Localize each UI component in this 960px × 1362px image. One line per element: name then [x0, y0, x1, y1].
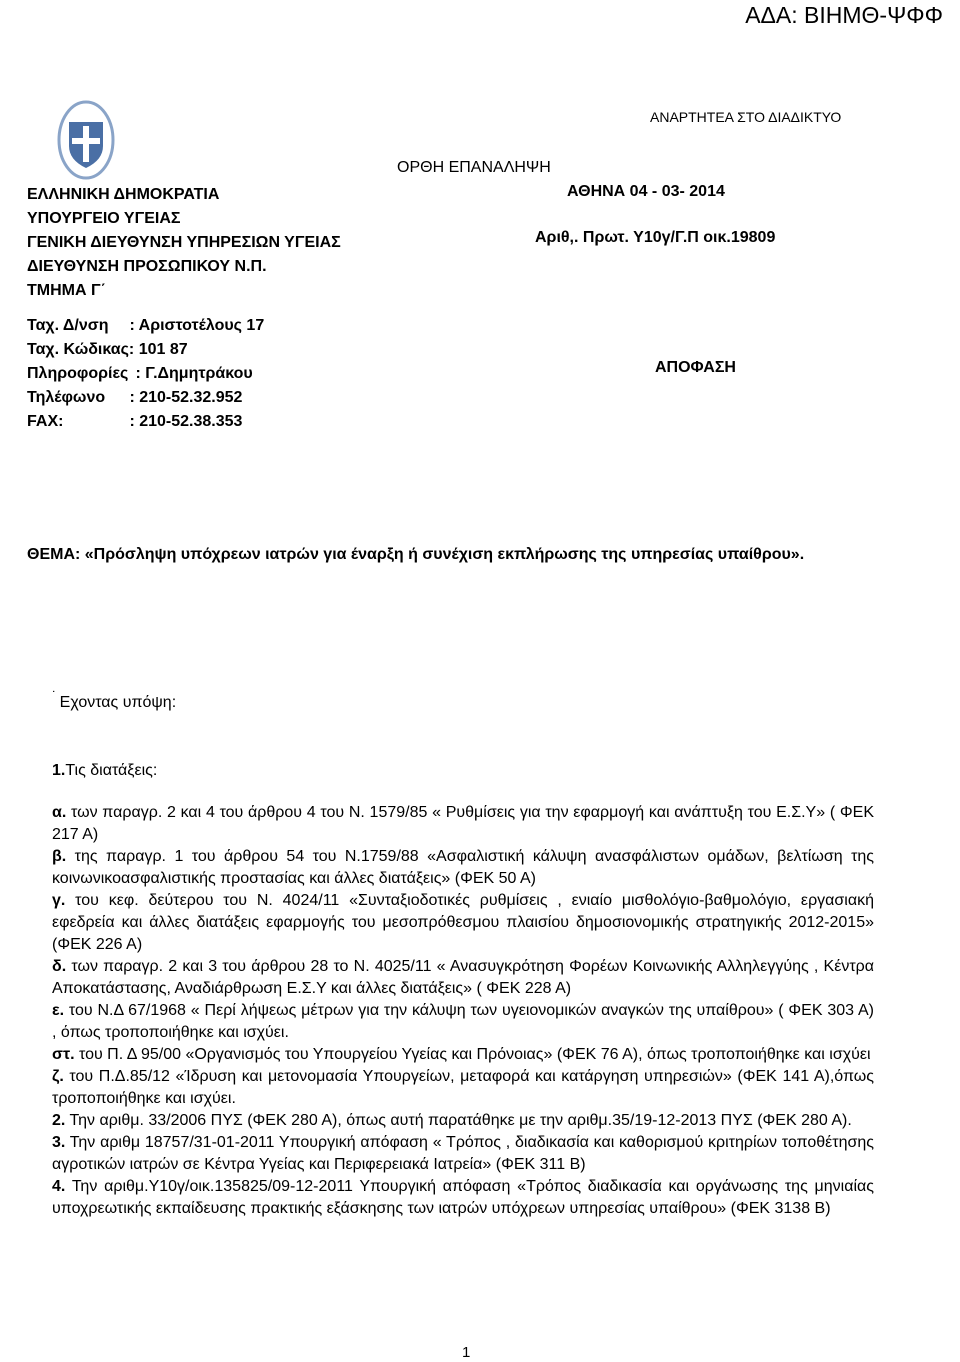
- provisions-text: Τις διατάξεις:: [65, 762, 158, 779]
- item-text: του Π. Δ 95/00 «Οργανισμός του Υπουργείου Υγείας και Πρόνοιας» (ΦΕΚ 76 Α), όπως τροποποιήθηκε και ισχύει: [74, 1046, 871, 1063]
- ada-code: ΑΔΑ: ΒΙΗΜΘ-ΨΦΦ: [745, 2, 943, 28]
- contact-label: Πληροφορίες: [27, 365, 129, 382]
- contact-label: FAX:: [27, 413, 64, 430]
- provision-item: [52, 1000, 874, 1044]
- item-text: των παραγρ. 2 και 4 του άρθρου 4 του Ν. 1579/85 « Ρυθμίσεις για την εφαρμογή και ανάπτυξη του Ε.Σ.Υ» ( ΦΕΚ 217 Α): [52, 804, 874, 843]
- item-label: 3.: [52, 1134, 66, 1151]
- item-text: του Π.Δ.85/12 «Ίδρυση και μετονομασία Υπουργείων, μεταφορά και κατάργηση υπηρεσιών» (ΦΕΚ 141 Α),όπως τροποποιήθηκε και ισχύει.: [52, 1068, 874, 1107]
- header-line: ΤΜΗΜΑ Γ΄: [27, 282, 106, 299]
- item-text: Την αριθμ 18757/31-01-2011 Υπουργική απόφαση « Τρόπος , διαδικασία και καθορισμού κριτηρίων τοποθέτησης αγροτικών ιατρών σε Κέντρα Υγείας και Περιφερειακά Ιατρεία» (ΦΕΚ 311 Β): [52, 1134, 874, 1173]
- provision-item: [52, 1044, 874, 1066]
- item-text: Την αριθμ. 33/2006 ΠΥΣ (ΦΕΚ 280 Α), όπως αυτή παρατάθηκε με την αριθμ.35/19-12-2013 ΠΥΣ (ΦΕΚ 280 Α).: [65, 1112, 852, 1129]
- item-text: Την αριθμ.Υ10γ/οικ.135825/09-12-2011 Υπουργική απόφαση «Τρόπος διαδικασία και οργάνωσης της μηνιαίας υποχρεωτικής εκπαίδευσης πρακτικής εξάσκησης των ιατρών υπόχρεων υπηρεσίας υπαίθρου» (ΦΕΚ 3138 Β): [52, 1178, 874, 1217]
- provision-item: [52, 1066, 874, 1110]
- provision-item: [52, 956, 874, 1000]
- contact-value: : 210-52.32.952: [129, 389, 243, 406]
- item-text: του Ν.Δ 67/1968 « Περί λήψεως μέτρων για την κάλυψη των υγειονομικών αναγκών της υπαίθρου» ( ΦΕΚ 303 Α) , όπως τροποποιήθηκε και ισχύει.: [52, 1002, 874, 1041]
- item-label: στ.: [52, 1046, 75, 1063]
- header-line: ΓΕΝΙΚΗ ΔΙΕΥΘΥΝΣΗ ΥΠΗΡΕΣΙΩΝ ΥΓΕΙΑΣ: [27, 234, 341, 251]
- contact-block: [27, 314, 264, 434]
- provision-item: [52, 890, 874, 956]
- provision-item: [52, 1176, 874, 1220]
- provision-item: [52, 1110, 874, 1132]
- contact-label: Ταχ. Κώδικας: [27, 341, 129, 358]
- provision-item: [52, 1132, 874, 1176]
- contact-row: [27, 410, 264, 434]
- contact-value: : 210-52.38.353: [129, 413, 243, 430]
- contact-row: [27, 386, 264, 410]
- issuer-header: [27, 183, 341, 303]
- header-line: ΥΠΟΥΡΓΕΙΟ ΥΓΕΙΑΣ: [27, 210, 181, 227]
- item-label: γ.: [52, 892, 66, 909]
- contact-label: Τηλέφωνο: [27, 389, 106, 406]
- document-body: [52, 760, 874, 1220]
- header-line: ΔΙΕΥΘΥΝΣΗ ΠΡΟΣΩΠΙΚΟΥ Ν.Π.: [27, 258, 267, 275]
- contact-row: [27, 362, 264, 386]
- item-label: ε.: [52, 1002, 65, 1019]
- emblem-cross-h: [72, 138, 100, 144]
- provision-item: [52, 846, 874, 890]
- contact-value: : Γ.Δημητράκου: [135, 365, 253, 382]
- greek-emblem-icon: [57, 100, 115, 180]
- post-online-label: ΑΝΑΡΤΗΤΕΑ ΣΤΟ ΔΙΑΔΙΚΤΥΟ: [650, 109, 842, 125]
- date-line: ΑΘΗΝΑ 04 - 03- 2014: [567, 183, 725, 200]
- considering-mark: ˙: [52, 688, 57, 704]
- considering-heading: [52, 688, 177, 712]
- item-label: 2.: [52, 1112, 66, 1129]
- item-label: 4.: [52, 1178, 66, 1195]
- item-label: α.: [52, 804, 67, 821]
- item-text: της παραγρ. 1 του άρθρου 54 του Ν.1759/88 «Ασφαλιστική κάλυψη ανασφάλιστων ομάδων, βελτίωση της κοινωνικοασφαλιστικής προστασίας και άλλες διατάξεις» (ΦΕΚ 50 Α): [52, 848, 874, 887]
- contact-row: [27, 314, 264, 338]
- considering-text: Εχοντας υπόψη:: [59, 694, 177, 711]
- protocol-line: Αριθ,. Πρωτ. Υ10γ/Γ.Π οικ.19809: [535, 229, 776, 246]
- item-label: β.: [52, 848, 67, 865]
- item-label: ζ.: [52, 1068, 64, 1085]
- header-line: ΕΛΛΗΝΙΚΗ ΔΗΜΟΚΡΑΤΙΑ: [27, 186, 220, 203]
- decision-title: ΑΠΟΦΑΣΗ: [655, 359, 736, 376]
- contact-value: : Αριστοτέλους 17: [129, 317, 265, 334]
- contact-value: : 101 87: [128, 341, 188, 358]
- repeat-label: ΟΡΘΗ ΕΠΑΝΑΛΗΨΗ: [397, 159, 551, 176]
- provision-item: [52, 802, 874, 846]
- subject-line: ΘΕΜΑ: «Πρόσληψη υπόχρεων ιατρών για έναρξη ή συνέχιση εκπλήρωσης της υπηρεσίας υπαίθρου».: [27, 546, 805, 563]
- page-number: 1: [462, 1344, 471, 1361]
- item-text: του κεφ. δεύτερου του Ν. 4024/11 «Συνταξιοδοτικές ρυθμίσεις , ενιαίο μισθολόγιο-βαθμολόγιο, εργασιακή εφεδρεία και άλλες διατάξεις εφαρμογής του μεσοπρόθεσμου πλαισίου δημοσιονομικής στρατηγικής 2012-2015» (ΦΕΚ 226 Α): [52, 892, 874, 953]
- provisions-heading: [52, 760, 874, 782]
- item-text: των παραγρ. 2 και 3 του άρθρου 28 το Ν. 4025/11 « Ανασυγκρότηση Φορέων Κοινωνικής Αλληλεγγύης , Κέντρα Αποκατάστασης, Αναδιάρθρωση Ε.Σ.Υ και άλλες διατάξεις» ( ΦΕΚ 228 Α): [52, 958, 874, 997]
- contact-row: [27, 338, 264, 362]
- contact-label: Ταχ. Δ/νση: [27, 317, 109, 334]
- provisions-number: 1.: [52, 762, 66, 779]
- item-label: δ.: [52, 958, 67, 975]
